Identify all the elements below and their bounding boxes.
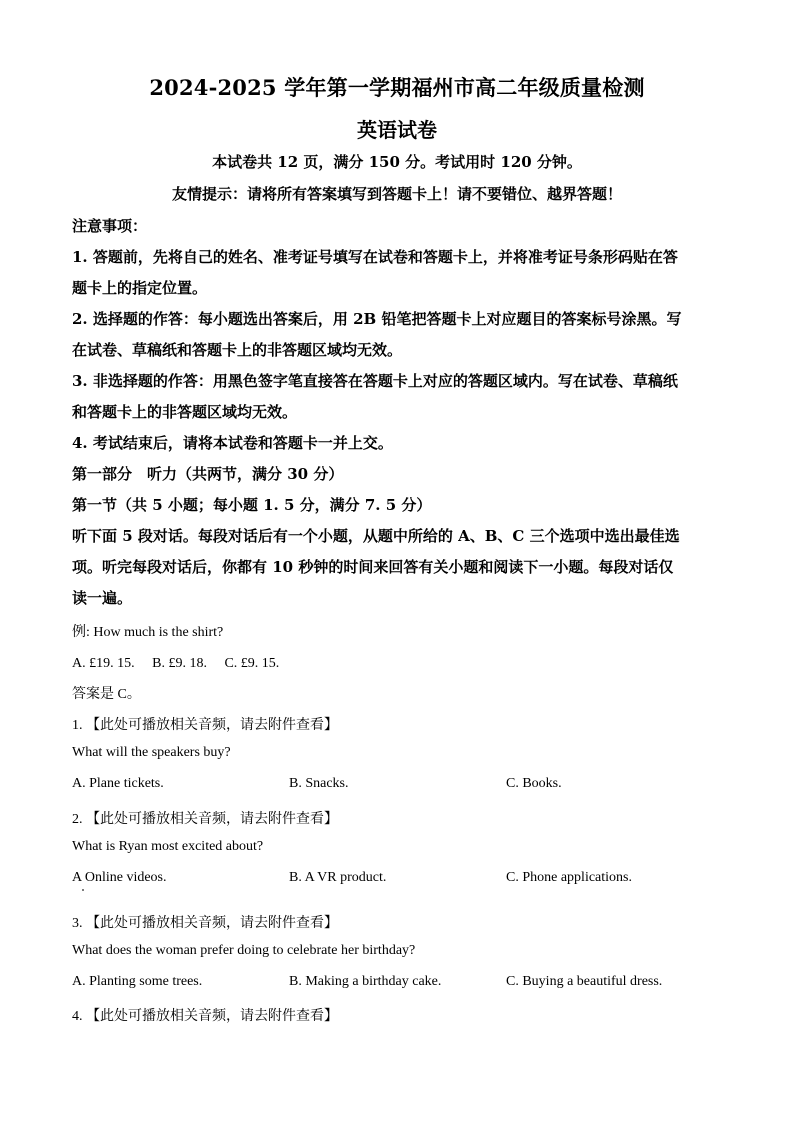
option-c: C. Buying a beautiful dress. xyxy=(506,974,663,989)
option-a: A. Planting some trees. xyxy=(72,974,203,989)
notes-heading: 注意事项： xyxy=(72,217,148,235)
question-label: 3. 【此处可播放相关音频，请去附件查看】 xyxy=(72,916,338,931)
question-text: What will the speakers buy? xyxy=(72,745,231,760)
question-text: What is Ryan most excited about? xyxy=(72,839,264,854)
instruction-line: 项。听完每段对话后，你都有 10 秒钟的时间来回答有关小题和阅读下一小题。每段对话仅 xyxy=(72,558,674,576)
option-b: B. Snacks. xyxy=(289,776,349,791)
example-answer: 答案是 C。 xyxy=(72,687,141,702)
question-label: 2. 【此处可播放相关音频，请去附件查看】 xyxy=(72,812,338,827)
option-b: B. A VR product. xyxy=(289,870,387,885)
exam-info: 本试卷共 12 页，满分 150 分。考试用时 120 分钟。 xyxy=(212,153,582,171)
example-options: A. £19. 15. B. £9. 18. C. £9. 15. xyxy=(72,656,280,671)
section1-heading: 第一节（共 5 小题；每小题 1. 5 分，满分 7. 5 分） xyxy=(72,496,432,514)
question-text: What does the woman prefer doing to celebrate her birthday? xyxy=(72,943,416,958)
note-line: 4. 考试结束后，请将本试卷和答题卡一并上交。 xyxy=(72,434,393,452)
instruction-line: 读一遍。 xyxy=(72,589,133,607)
part1-heading: 第一部分 听力（共两节，满分 30 分） xyxy=(72,465,344,483)
note-line: 和答题卡上的非答题区域均无效。 xyxy=(72,403,298,421)
option-b: B. Making a birthday cake. xyxy=(289,974,442,989)
option-c: C. Books. xyxy=(506,776,562,791)
note-line: 题卡上的指定位置。 xyxy=(72,279,208,297)
instruction-line: 听下面 5 段对话。每段对话后有一个小题，从题中所给的 A、B、C 三个选项中选出最佳选 xyxy=(72,527,680,545)
example-question: 例: How much is the shirt? xyxy=(72,625,224,640)
ink-dot xyxy=(82,889,84,891)
note-line: 3. 非选择题的作答：用黑色签字笔直接答在答题卡上对应的答题区域内。写在试卷、草稿纸 xyxy=(72,372,678,390)
subject-title: 英语试卷 xyxy=(357,118,437,142)
option-c: C. Phone applications. xyxy=(506,870,632,885)
question-label: 1. 【此处可播放相关音频，请去附件查看】 xyxy=(72,718,338,733)
option-a: A. Plane tickets. xyxy=(72,776,164,791)
friendly-tip: 友情提示：请将所有答案填写到答题卡上！请不要错位、越界答题！ xyxy=(171,185,622,203)
question-label: 4. 【此处可播放相关音频，请去附件查看】 xyxy=(72,1009,338,1024)
option-a: A Online videos. xyxy=(72,870,167,885)
note-line: 2. 选择题的作答：每小题选出答案后，用 2B 铅笔把答题卡上对应题目的答案标号涂黑。写 xyxy=(72,310,682,328)
note-line: 在试卷、草稿纸和答题卡上的非答题区域均无效。 xyxy=(72,341,403,359)
exam-title: 2024-2025 学年第一学期福州市高二年级质量检测 xyxy=(149,75,645,100)
note-line: 1. 答题前，先将自己的姓名、准考证号填写在试卷和答题卡上，并将准考证号条形码贴在答 xyxy=(72,248,678,266)
